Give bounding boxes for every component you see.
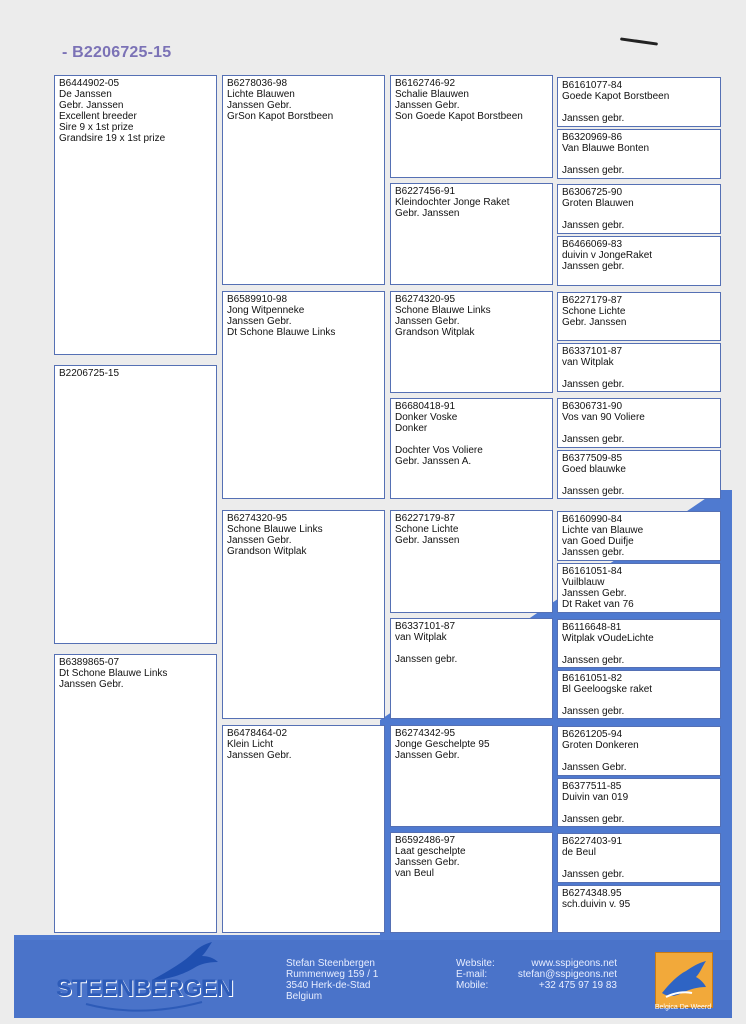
ring-number: B6261205-94 bbox=[562, 729, 623, 740]
ring-number: B2206725-15 bbox=[59, 368, 120, 379]
ring-number: B6306731-90 bbox=[562, 401, 623, 412]
ring-number: B6116648-81 bbox=[562, 622, 622, 633]
pedigree-line bbox=[562, 423, 716, 434]
gen4-box-10 bbox=[557, 563, 721, 613]
pedigree-line: Janssen gebr. bbox=[562, 220, 625, 231]
email-link[interactable]: stefan@sspigeons.net bbox=[517, 969, 617, 980]
gen4-box-9 bbox=[557, 511, 721, 561]
gen4-box-8 bbox=[557, 450, 721, 499]
pedigree-line: duivin v JongeRaket bbox=[562, 250, 653, 261]
ring-number: B6274320-95 bbox=[395, 294, 456, 305]
pedigree-line: Janssen gebr. bbox=[562, 165, 625, 176]
ring-number: B6306725-90 bbox=[562, 187, 623, 198]
gen4-box-3 bbox=[557, 184, 721, 234]
pedigree-line: de Beul bbox=[562, 847, 596, 858]
pedigree-line: Janssen gebr. bbox=[562, 486, 625, 497]
ring-number: B6466069-83 bbox=[562, 239, 623, 250]
pedigree-line: Janssen Gebr. bbox=[59, 679, 124, 690]
pedigree-line: Schone Lichte bbox=[395, 524, 459, 535]
website-link[interactable]: www.sspigeons.net bbox=[531, 958, 617, 969]
gen3-box-7 bbox=[390, 725, 553, 827]
ring-number: B6161051-84 bbox=[562, 566, 623, 577]
pedigree-line: Schone Blauwe Links bbox=[395, 305, 491, 316]
pedigree-line bbox=[395, 643, 548, 654]
pedigree-line: Son Goede Kapot Borstbeen bbox=[395, 111, 523, 122]
ring-number: B6160990-84 bbox=[562, 514, 623, 525]
website-label: Website: bbox=[456, 958, 495, 969]
ring-number: B6320969-86 bbox=[562, 132, 623, 143]
brand-logo-text: STEENBERGEN bbox=[56, 975, 234, 1002]
pedigree-line: Lichte van Blauwe bbox=[562, 525, 644, 536]
ring-number: B6444902-05 bbox=[59, 78, 120, 89]
subject-box bbox=[54, 365, 217, 644]
gen4-box-11 bbox=[557, 619, 721, 668]
ring-number: B6161051-82 bbox=[562, 673, 623, 684]
pedigree-line bbox=[562, 368, 716, 379]
ring-number: B6227456-91 bbox=[395, 186, 456, 197]
pedigree-line: Janssen gebr. bbox=[562, 655, 625, 666]
pedigree-line: Schalie Blauwen bbox=[395, 89, 469, 100]
pedigree-line: Janssen Gebr. bbox=[562, 588, 627, 599]
pedigree-line: Janssen gebr. bbox=[562, 434, 625, 445]
ring-number: B6592486-97 bbox=[395, 835, 456, 846]
pedigree-line: Janssen gebr. bbox=[395, 654, 458, 665]
pedigree-line: Janssen Gebr. bbox=[395, 316, 460, 327]
ring-number: B6389865-07 bbox=[59, 657, 120, 668]
pedigree-line: Schone Blauwe Links bbox=[227, 524, 323, 535]
gen4-box-16 bbox=[557, 885, 721, 933]
pedigree-line: Grandsire 19 x 1st prize bbox=[59, 133, 166, 144]
ring-number: B6274348.95 bbox=[562, 888, 622, 899]
pedigree-line: GrSon Kapot Borstbeen bbox=[227, 111, 334, 122]
ring-number: B6478464-02 bbox=[227, 728, 288, 739]
pedigree-line: Van Blauwe Bonten bbox=[562, 143, 650, 154]
gen4-box-5 bbox=[557, 292, 721, 341]
pedigree-line: Grandson Witplak bbox=[227, 546, 307, 557]
gen4-box-13 bbox=[557, 726, 721, 776]
pedigree-line: Janssen Gebr. bbox=[227, 750, 292, 761]
gen4-box-4 bbox=[557, 236, 721, 286]
email-label: E-mail: bbox=[456, 969, 488, 980]
pedigree-line bbox=[562, 475, 716, 486]
pedigree-line: Janssen gebr. bbox=[562, 706, 625, 717]
pedigree-line bbox=[562, 858, 716, 869]
ring-number: B6377511-85 bbox=[562, 781, 622, 792]
gen4-box-14 bbox=[557, 778, 721, 827]
pedigree-line: Gebr. Janssen bbox=[395, 208, 460, 219]
pedigree-line bbox=[562, 695, 716, 706]
pedigree-line: van Witplak bbox=[562, 357, 614, 368]
pedigree-line: Duivin van 019 bbox=[562, 792, 629, 803]
pedigree-line: Janssen gebr. bbox=[562, 814, 625, 825]
pedigree-line: Janssen Gebr. bbox=[227, 535, 292, 546]
pedigree-line: Dochter Vos Voliere bbox=[395, 445, 483, 456]
pedigree-line: Gebr. Janssen bbox=[562, 317, 627, 328]
pedigree-line: Kleindochter Jonge Raket bbox=[395, 197, 510, 208]
ring-number: B6337101-87 bbox=[562, 346, 623, 357]
pedigree-line: Jonge Geschelpte 95 bbox=[395, 739, 490, 750]
dam-sire-box bbox=[222, 510, 385, 719]
gen3-box-6 bbox=[390, 618, 553, 719]
pedigree-line: Laat geschelpte bbox=[395, 846, 466, 857]
gen4-box-7 bbox=[557, 398, 721, 448]
badge-pigeon-icon bbox=[656, 953, 712, 1007]
ring-number: B6337101-87 bbox=[395, 621, 456, 632]
pedigree-line: Witplak vOudeLichte bbox=[562, 633, 654, 644]
gen4-box-6 bbox=[557, 343, 721, 392]
pedigree-line bbox=[562, 803, 716, 814]
pedigree-line: Janssen gebr. bbox=[562, 547, 625, 558]
pedigree-line: Vuilblauw bbox=[562, 577, 605, 588]
gen4-box-1 bbox=[557, 77, 721, 127]
ring-number: B6227179-87 bbox=[395, 513, 456, 524]
pedigree-line: Janssen Gebr. bbox=[395, 857, 460, 868]
pedigree-line: van Goed Duifje bbox=[562, 536, 634, 547]
pedigree-line: Janssen gebr. bbox=[562, 113, 625, 124]
ring-number: B6227179-87 bbox=[562, 295, 623, 306]
pedigree-line bbox=[562, 209, 716, 220]
pedigree-line: Lichte Blauwen bbox=[227, 89, 295, 100]
gen3-box-4 bbox=[390, 398, 553, 499]
gen3-box-8 bbox=[390, 832, 553, 933]
pedigree-line: Janssen Gebr. bbox=[395, 750, 460, 761]
pedigree-line: Groten Donkeren bbox=[562, 740, 639, 751]
logo-swoosh-icon bbox=[84, 1000, 204, 1014]
contact-name: Stefan Steenbergen bbox=[286, 958, 375, 969]
ring-number: B6227403-91 bbox=[562, 836, 623, 847]
contact-country: Belgium bbox=[286, 991, 323, 1002]
pedigree-line bbox=[395, 434, 548, 445]
pedigree-line: Dt Schone Blauwe Links bbox=[227, 327, 336, 338]
ring-number: B6274320-95 bbox=[227, 513, 288, 524]
pedigree-line: Gebr. Janssen A. bbox=[395, 456, 472, 467]
pedigree-line: sch.duivin v. 95 bbox=[562, 899, 631, 910]
sire-dam-box bbox=[222, 291, 385, 499]
dam-box bbox=[54, 654, 217, 933]
pedigree-line: Bl Geeloogske raket bbox=[562, 684, 653, 695]
mobile-number: +32 475 97 19 83 bbox=[538, 980, 617, 991]
pedigree-line: Grandson Witplak bbox=[395, 327, 475, 338]
contact-street: Rummenweg 159 / 1 bbox=[286, 969, 379, 980]
pedigree-line: van Beul bbox=[395, 868, 434, 879]
pedigree-line: Klein Licht bbox=[227, 739, 274, 750]
pedigree-line: Donker bbox=[395, 423, 428, 434]
pedigree-line: Donker Voske bbox=[395, 412, 458, 423]
pedigree-line: Janssen Gebr. bbox=[227, 316, 292, 327]
pedigree-line: Gebr. Janssen bbox=[395, 535, 460, 546]
ring-number: B6589910-98 bbox=[227, 294, 288, 305]
pedigree-line: Janssen Gebr. bbox=[227, 100, 292, 111]
pedigree-line: De Janssen bbox=[59, 89, 112, 100]
dam-dam-box bbox=[222, 725, 385, 933]
pedigree-line: Janssen gebr. bbox=[562, 869, 625, 880]
gen4-box-15 bbox=[557, 833, 721, 883]
ring-number: B6161077-84 bbox=[562, 80, 623, 91]
contact-city: 3540 Herk-de-Stad bbox=[286, 980, 371, 991]
pedigree-line bbox=[562, 102, 716, 113]
pedigree-line: Janssen Gebr. bbox=[562, 762, 627, 773]
gen4-box-12 bbox=[557, 670, 721, 719]
sire-box bbox=[54, 75, 217, 355]
pedigree-line: Gebr. Janssen bbox=[59, 100, 124, 111]
pedigree-line bbox=[562, 154, 716, 165]
pedigree-line: Vos van 90 Voliere bbox=[562, 412, 645, 423]
gen4-box-2 bbox=[557, 129, 721, 179]
ring-number: B6278036-98 bbox=[227, 78, 288, 89]
gen3-box-2 bbox=[390, 183, 553, 285]
pedigree-line: Jong Witpenneke bbox=[227, 305, 305, 316]
ring-number: B6274342-95 bbox=[395, 728, 456, 739]
belgica-badge bbox=[655, 952, 713, 1008]
pedigree-line: Goede Kapot Borstbeen bbox=[562, 91, 670, 102]
pedigree-line: Goed blauwke bbox=[562, 464, 626, 475]
gen3-box-1 bbox=[390, 75, 553, 178]
pedigree-line: Schone Lichte bbox=[562, 306, 626, 317]
page-title: - B2206725-15 bbox=[62, 44, 172, 61]
badge-label: Belgica De Weerd bbox=[654, 1004, 712, 1011]
pedigree-line: van Witplak bbox=[395, 632, 447, 643]
pedigree-line: Dt Schone Blauwe Links bbox=[59, 668, 168, 679]
gen3-box-5 bbox=[390, 510, 553, 613]
pedigree-line: Janssen gebr. bbox=[562, 261, 625, 272]
pedigree-line: Sire 9 x 1st prize bbox=[59, 122, 134, 133]
pedigree-line: Janssen Gebr. bbox=[395, 100, 460, 111]
mobile-label: Mobile: bbox=[456, 980, 489, 991]
ring-number: B6680418-91 bbox=[395, 401, 456, 412]
pedigree-line bbox=[562, 644, 716, 655]
gen3-box-3 bbox=[390, 291, 553, 393]
pedigree-line bbox=[562, 751, 716, 762]
ring-number: B6377509-85 bbox=[562, 453, 623, 464]
pedigree-line: Dt Raket van 76 bbox=[562, 599, 634, 610]
pedigree-line: Janssen gebr. bbox=[562, 379, 625, 390]
pedigree-line: Groten Blauwen bbox=[562, 198, 634, 209]
pedigree-line: Excellent breeder bbox=[59, 111, 137, 122]
ring-number: B6162746-92 bbox=[395, 78, 456, 89]
sire-sire-box bbox=[222, 75, 385, 285]
